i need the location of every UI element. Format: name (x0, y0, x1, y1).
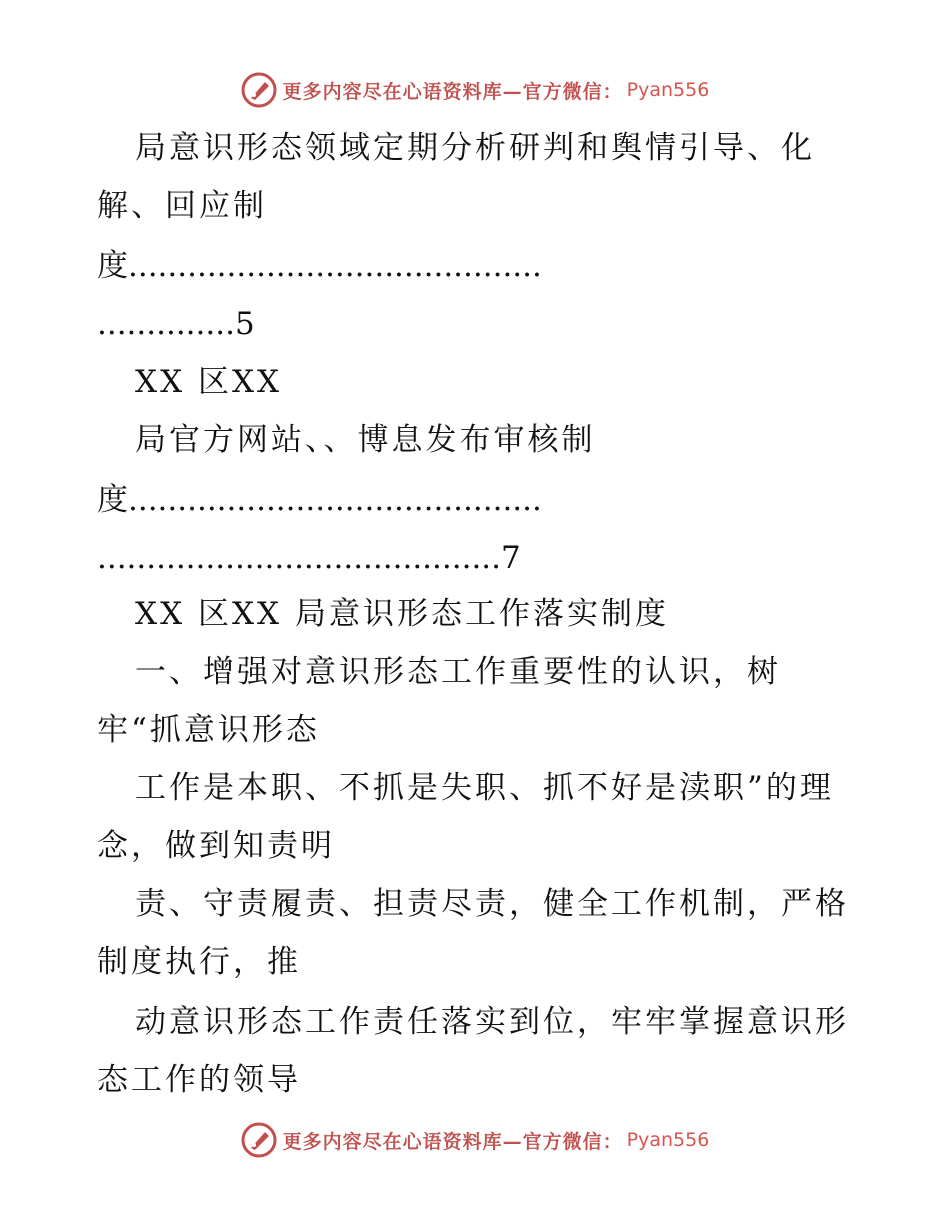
pen-logo-icon (241, 72, 277, 108)
paragraph-1-line-1: 一、增强对意识形态工作重要性的认识，树 (135, 654, 781, 690)
document-title: XX 区XX 局意识形态工作落实制度 (135, 596, 669, 632)
watermark-text: 更多内容尽在心语资料库—官方微信： (282, 80, 623, 103)
toc-entry-2-page: .........................................7 (97, 540, 521, 576)
watermark-wechat: Pyan556 (626, 79, 710, 101)
header-watermark (0, 70, 950, 110)
paragraph-2-line-2: 念，做到知责明 (97, 828, 335, 864)
toc-entry-1-line-2: 解、回应制 (97, 188, 267, 224)
watermark-text: 更多内容尽在心语资料库—官方微信： (282, 1130, 623, 1153)
toc-entry-1-line-1: 局意识形态领域定期分析研判和舆情引导、化 (135, 130, 815, 166)
watermark-wechat: Pyan556 (626, 1129, 710, 1151)
paragraph-1-line-2: 牢“抓意识形态 (97, 712, 320, 748)
pen-logo-icon (241, 1122, 277, 1158)
paragraph-4-line-1: 动意识形态工作责任落实到位，牢牢掌握意识形 (135, 1004, 849, 1040)
toc-entry-2-line-1: XX 区XX (135, 364, 283, 400)
footer-watermark (0, 1120, 950, 1160)
paragraph-4-line-2: 态工作的领导 (97, 1062, 301, 1098)
paragraph-2-line-1: 工作是本职、不抓是失职、抓不好是渎职”的理 (135, 770, 834, 806)
toc-entry-2-leader: 度.......................................... (97, 482, 542, 518)
toc-entry-1-page: ..............5 (97, 306, 255, 342)
paragraph-3-line-1: 责、守责履责、担责尽责，健全工作机制，严格 (135, 886, 849, 922)
toc-entry-1-leader: 度.......................................... (97, 248, 542, 284)
toc-entry-2-line-2: 局官方网站、、博息发布审核制 (135, 422, 596, 458)
paragraph-3-line-2: 制度执行，推 (97, 944, 301, 980)
